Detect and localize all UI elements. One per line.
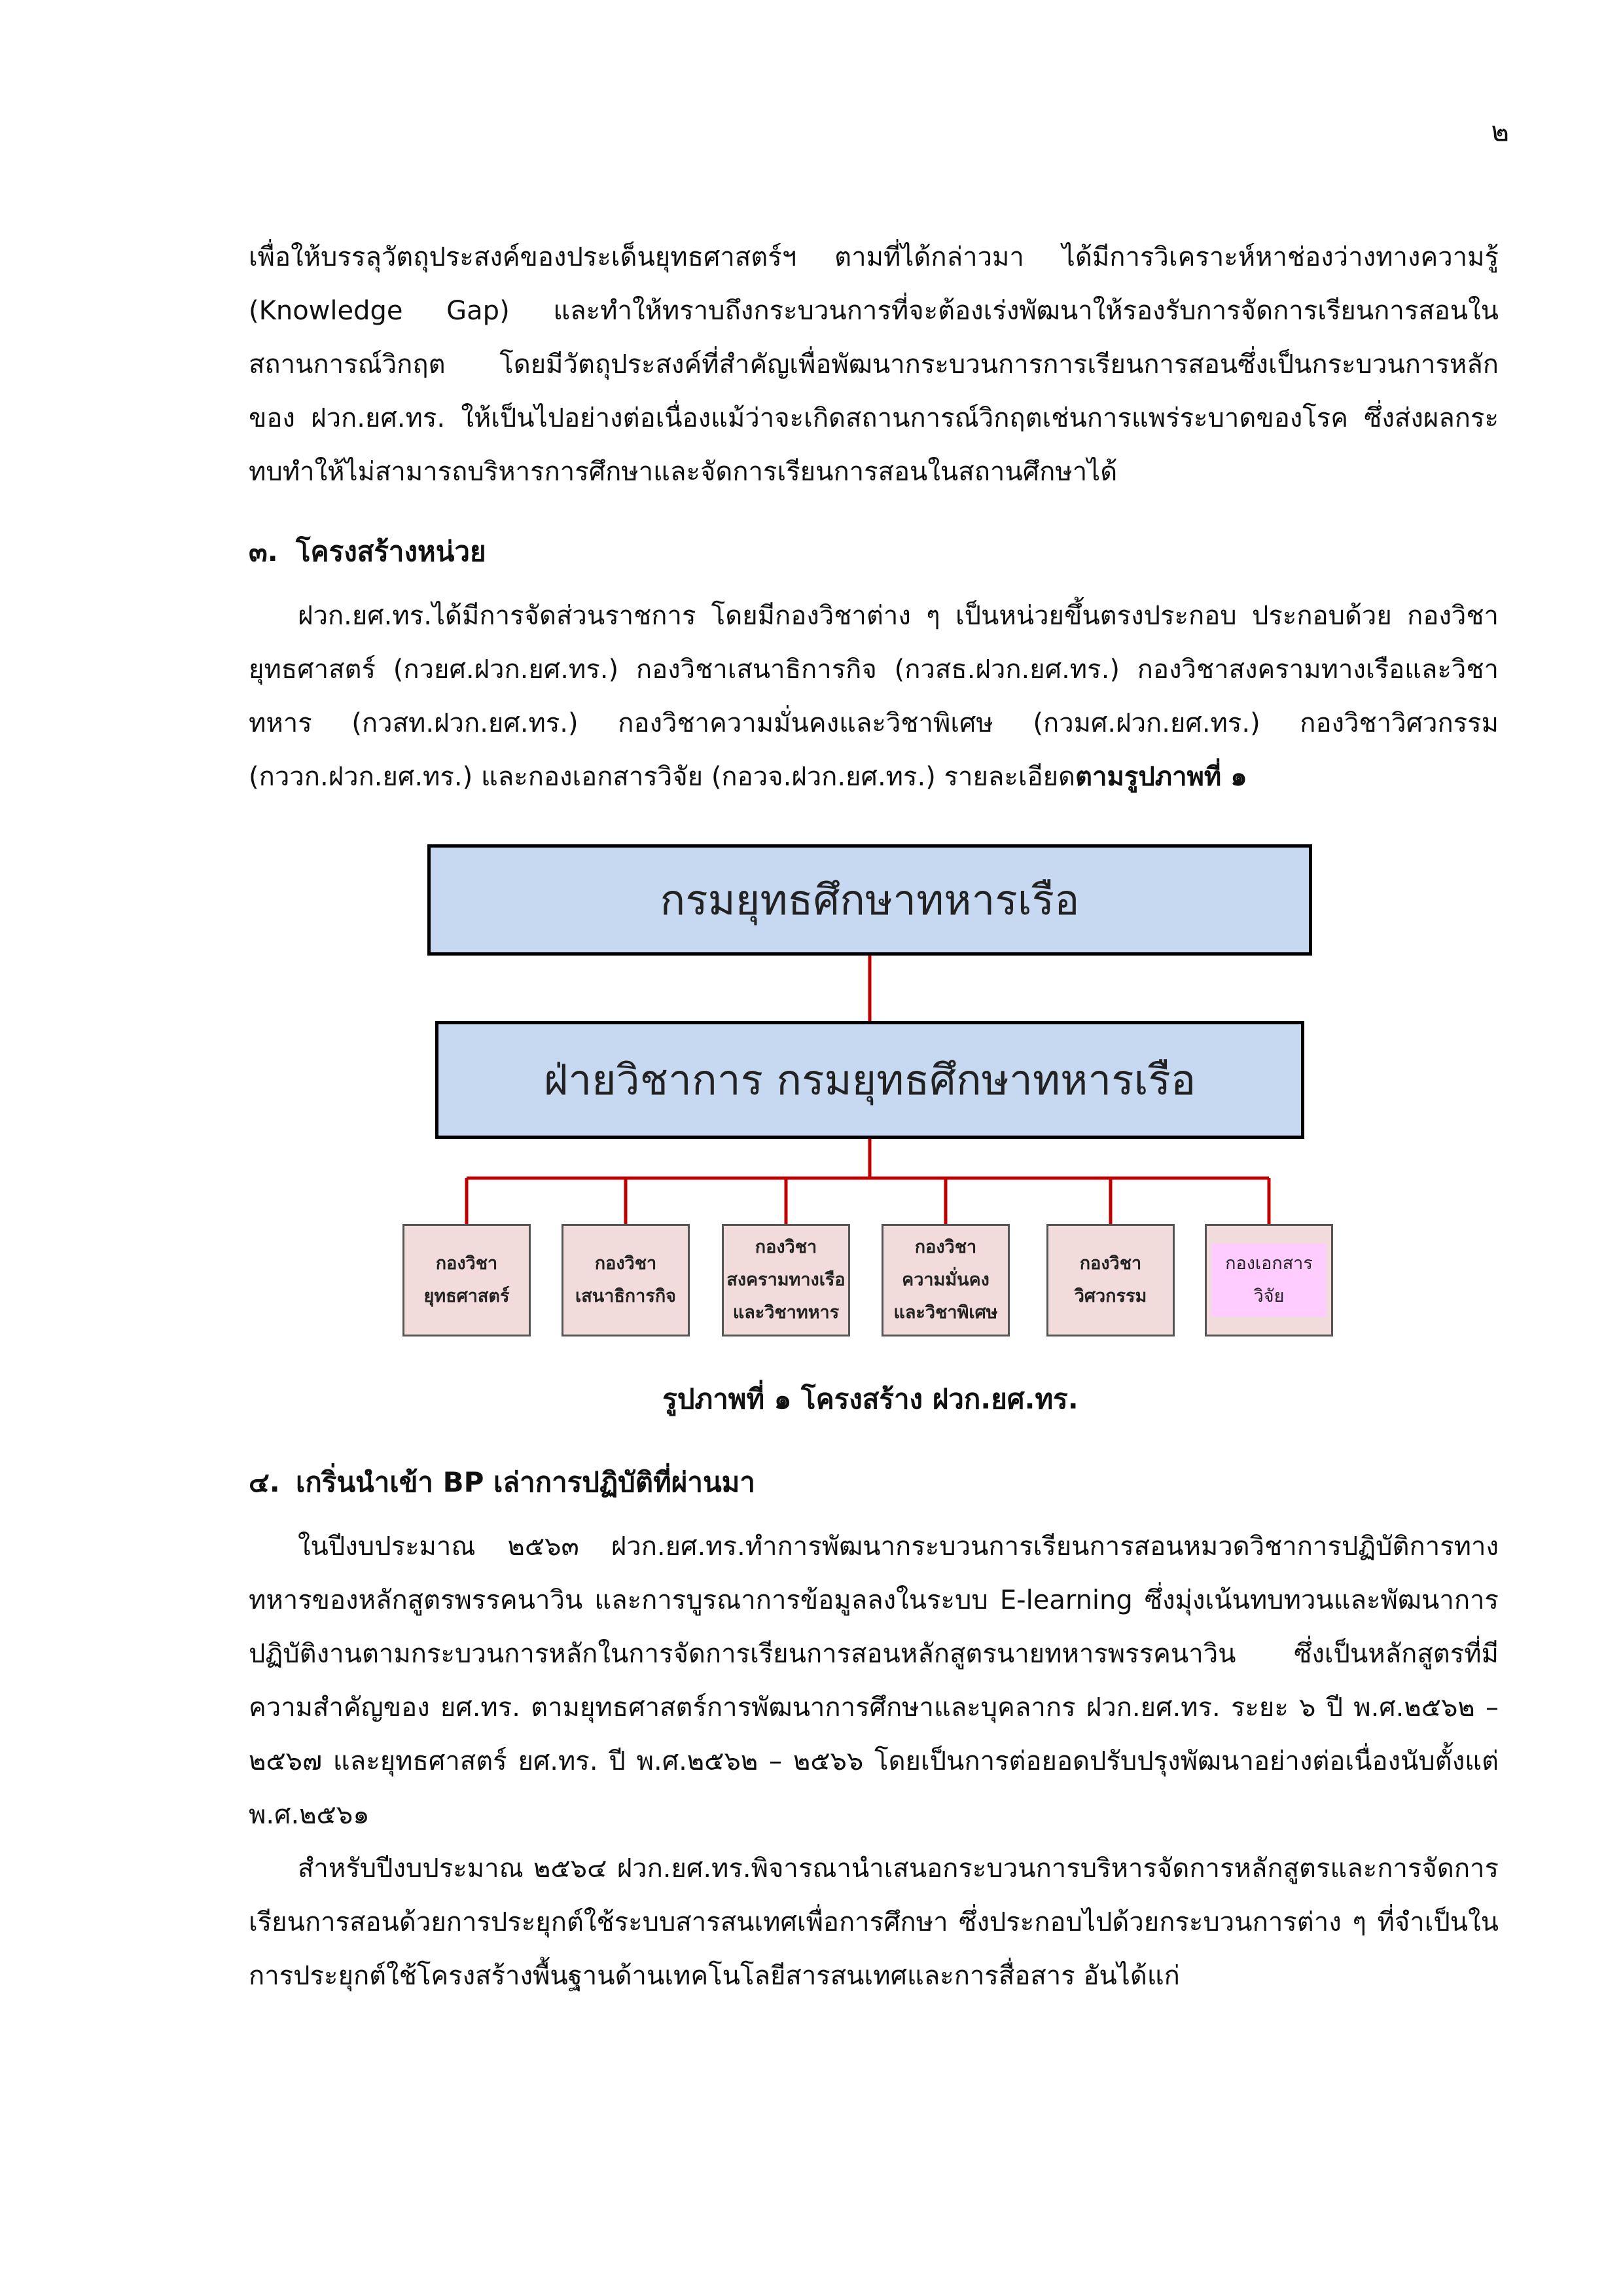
section-4-heading xyxy=(249,1461,755,1504)
section-4-title: เกริ่นนำเข้า BP เล่าการปฏิบัติที่ผ่านมา xyxy=(296,1466,755,1498)
section-4-paragraph-2: สำหรับปีงบประมาณ ๒๕๖๔ ฝวก.ยศ.ทร.พิจารณานำเสนอกระบวนการบริหารจัดการหลักสูตรและการจัดการเรียนการสอนด้วยการประยุกต์ใช้ระบบสารสนเทศเพื่อการศึกษา ซึ่งประกอบไปด้วยกระบวนการต่าง ๆ ที่จำเป็นในการประยุกต์ใช้โครงสร้างพื้นฐานด้านเทคโนโลยีสารสนเทศและการสื่อสาร อันได้แก่ xyxy=(249,1854,1499,1991)
org-chart xyxy=(396,839,1358,1343)
division-label-line: วิศวกรรม xyxy=(1074,1286,1147,1306)
org-box-division-engineering xyxy=(1046,1224,1175,1336)
section-3-title: โครงสร้างหน่วย xyxy=(296,535,486,567)
section-4-paragraph-1: ในปีงบประมาณ ๒๕๖๓ ฝวก.ยศ.ทร.ทำการพัฒนากระบวนการเรียนการสอนหมวดวิชาการปฏิบัติการทางทหารของหลักสูตรพรรคนาวิน และการบูรณาการข้อมูลลงในระบบ E-learning ซึ่งมุ่งเน้นทบทวนและพัฒนาการปฏิบัติงานตามกระบวนการหลักในการจัดการเรียนการสอนหลักสูตรนายทหารพรรคนาวิน ซึ่งเป็นหลักสูตรที่มีความสำคัญของ ยศ.ทร. ตามยุทธศาสตร์การพัฒนาการศึกษาและบุคลากร ฝวก.ยศ.ทร. ระยะ ๖ ปี พ.ศ.๒๕๖๒ – ๒๕๖๗ และยุทธศาสตร์ ยศ.ทร. ปี พ.ศ.๒๕๖๒ – ๒๕๖๖ โดยเป็นการต่อยอดปรับปรุงพัฒนาอย่างต่อเนื่องนับตั้งแต่ พ.ศ.๒๕๖๑ xyxy=(249,1532,1499,1830)
division-label-line: กองวิชา xyxy=(914,1237,977,1257)
org-box-division-research-documents xyxy=(1205,1224,1333,1336)
section-4-number: ๔. xyxy=(249,1466,280,1498)
org-box-navy-education-department: กรมยุทธศึกษาทหารเรือ xyxy=(427,844,1312,956)
section-3-heading xyxy=(249,530,486,573)
page-number: ๒ xyxy=(1491,115,1509,147)
section-3-number: ๓. xyxy=(249,535,278,567)
division-label-line: และวิชาทหาร xyxy=(732,1302,840,1323)
research-documents-highlight xyxy=(1211,1244,1327,1317)
org-box-division-staff-affairs xyxy=(562,1224,690,1336)
intro-paragraph: เพื่อให้บรรลุวัตถุประสงค์ของประเด็นยุทธศาสตร์ฯ ตามที่ได้กล่าวมา ได้มีการวิเคราะห์หาช่องว่างทางความรู้ (Knowledge Gap) และทำให้ทราบถึงกระบวนการที่จะต้องเร่งพัฒนาให้รองรับการจัดการเรียนการสอนในสถานการณ์วิกฤต โดยมีวัตถุประสงค์ที่สำคัญเพื่อพัฒนากระบวนการการเรียนการสอนซึ่งเป็นกระบวนการหลักของ ฝวก.ยศ.ทร. ให้เป็นไปอย่างต่อเนื่องแม้ว่าจะเกิดสถานการณ์วิกฤตเช่นการแพร่ระบาดของโรค ซึ่งส่งผลกระทบทำให้ไม่สามารถบริหารการศึกษาและจัดการเรียนการสอนในสถานศึกษาได้ xyxy=(249,242,1499,487)
figure-reference: ตามรูปภาพที่ ๑ xyxy=(1075,762,1247,792)
division-label-line: กองวิชา xyxy=(594,1253,657,1274)
section-3-text: ฝวก.ยศ.ทร.ได้มีการจัดส่วนราชการ โดยมีกองวิชาต่าง ๆ เป็นหน่วยขึ้นตรงประกอบ ประกอบด้วย กองวิชายุทธศาสตร์ (กวยศ.ฝวก.ยศ.ทร.) กองวิชาเสนาธิการกิจ (กวสธ.ฝวก.ยศ.ทร.) กองวิชาสงครามทางเรือและวิชาทหาร (กวสท.ฝวก.ยศ.ทร.) กองวิชาความมั่นคงและวิชาพิเศษ (กวมศ.ฝวก.ยศ.ทร.) กองวิชาวิศวกรรม (กววก.ฝวก.ยศ.ทร.) และกองเอกสารวิจัย (กอวจ.ฝวก.ยศ.ทร.) รายละเอียด xyxy=(249,601,1499,792)
division-label-line: กองเอกสาร xyxy=(1225,1253,1313,1274)
division-label-line: กองวิชา xyxy=(755,1237,817,1257)
division-label-line: กองวิชา xyxy=(435,1253,498,1274)
org-box-division-security xyxy=(882,1224,1010,1336)
division-label-line: สงครามทางเรือ xyxy=(726,1270,846,1290)
org-box-academic-division: ฝ่ายวิชาการ กรมยุทธศึกษาทหารเรือ xyxy=(435,1021,1304,1139)
division-label-line: กองวิชา xyxy=(1079,1253,1142,1274)
division-label-line: ความมั่นคง xyxy=(902,1270,990,1290)
org-box-division-strategy xyxy=(402,1224,531,1336)
division-label-line: วิจัย xyxy=(1253,1286,1285,1306)
division-label-line: และวิชาพิเศษ xyxy=(893,1302,998,1323)
org-box-division-naval-warfare xyxy=(722,1224,850,1336)
division-label-line: ยุทธศาสตร์ xyxy=(423,1286,510,1306)
division-label-line: เสนาธิการกิจ xyxy=(575,1286,676,1306)
section-3-paragraph xyxy=(249,589,1499,804)
figure-caption: รูปภาพที่ ๑ โครงสร้าง ฝวก.ยศ.ทร. xyxy=(662,1383,1079,1415)
